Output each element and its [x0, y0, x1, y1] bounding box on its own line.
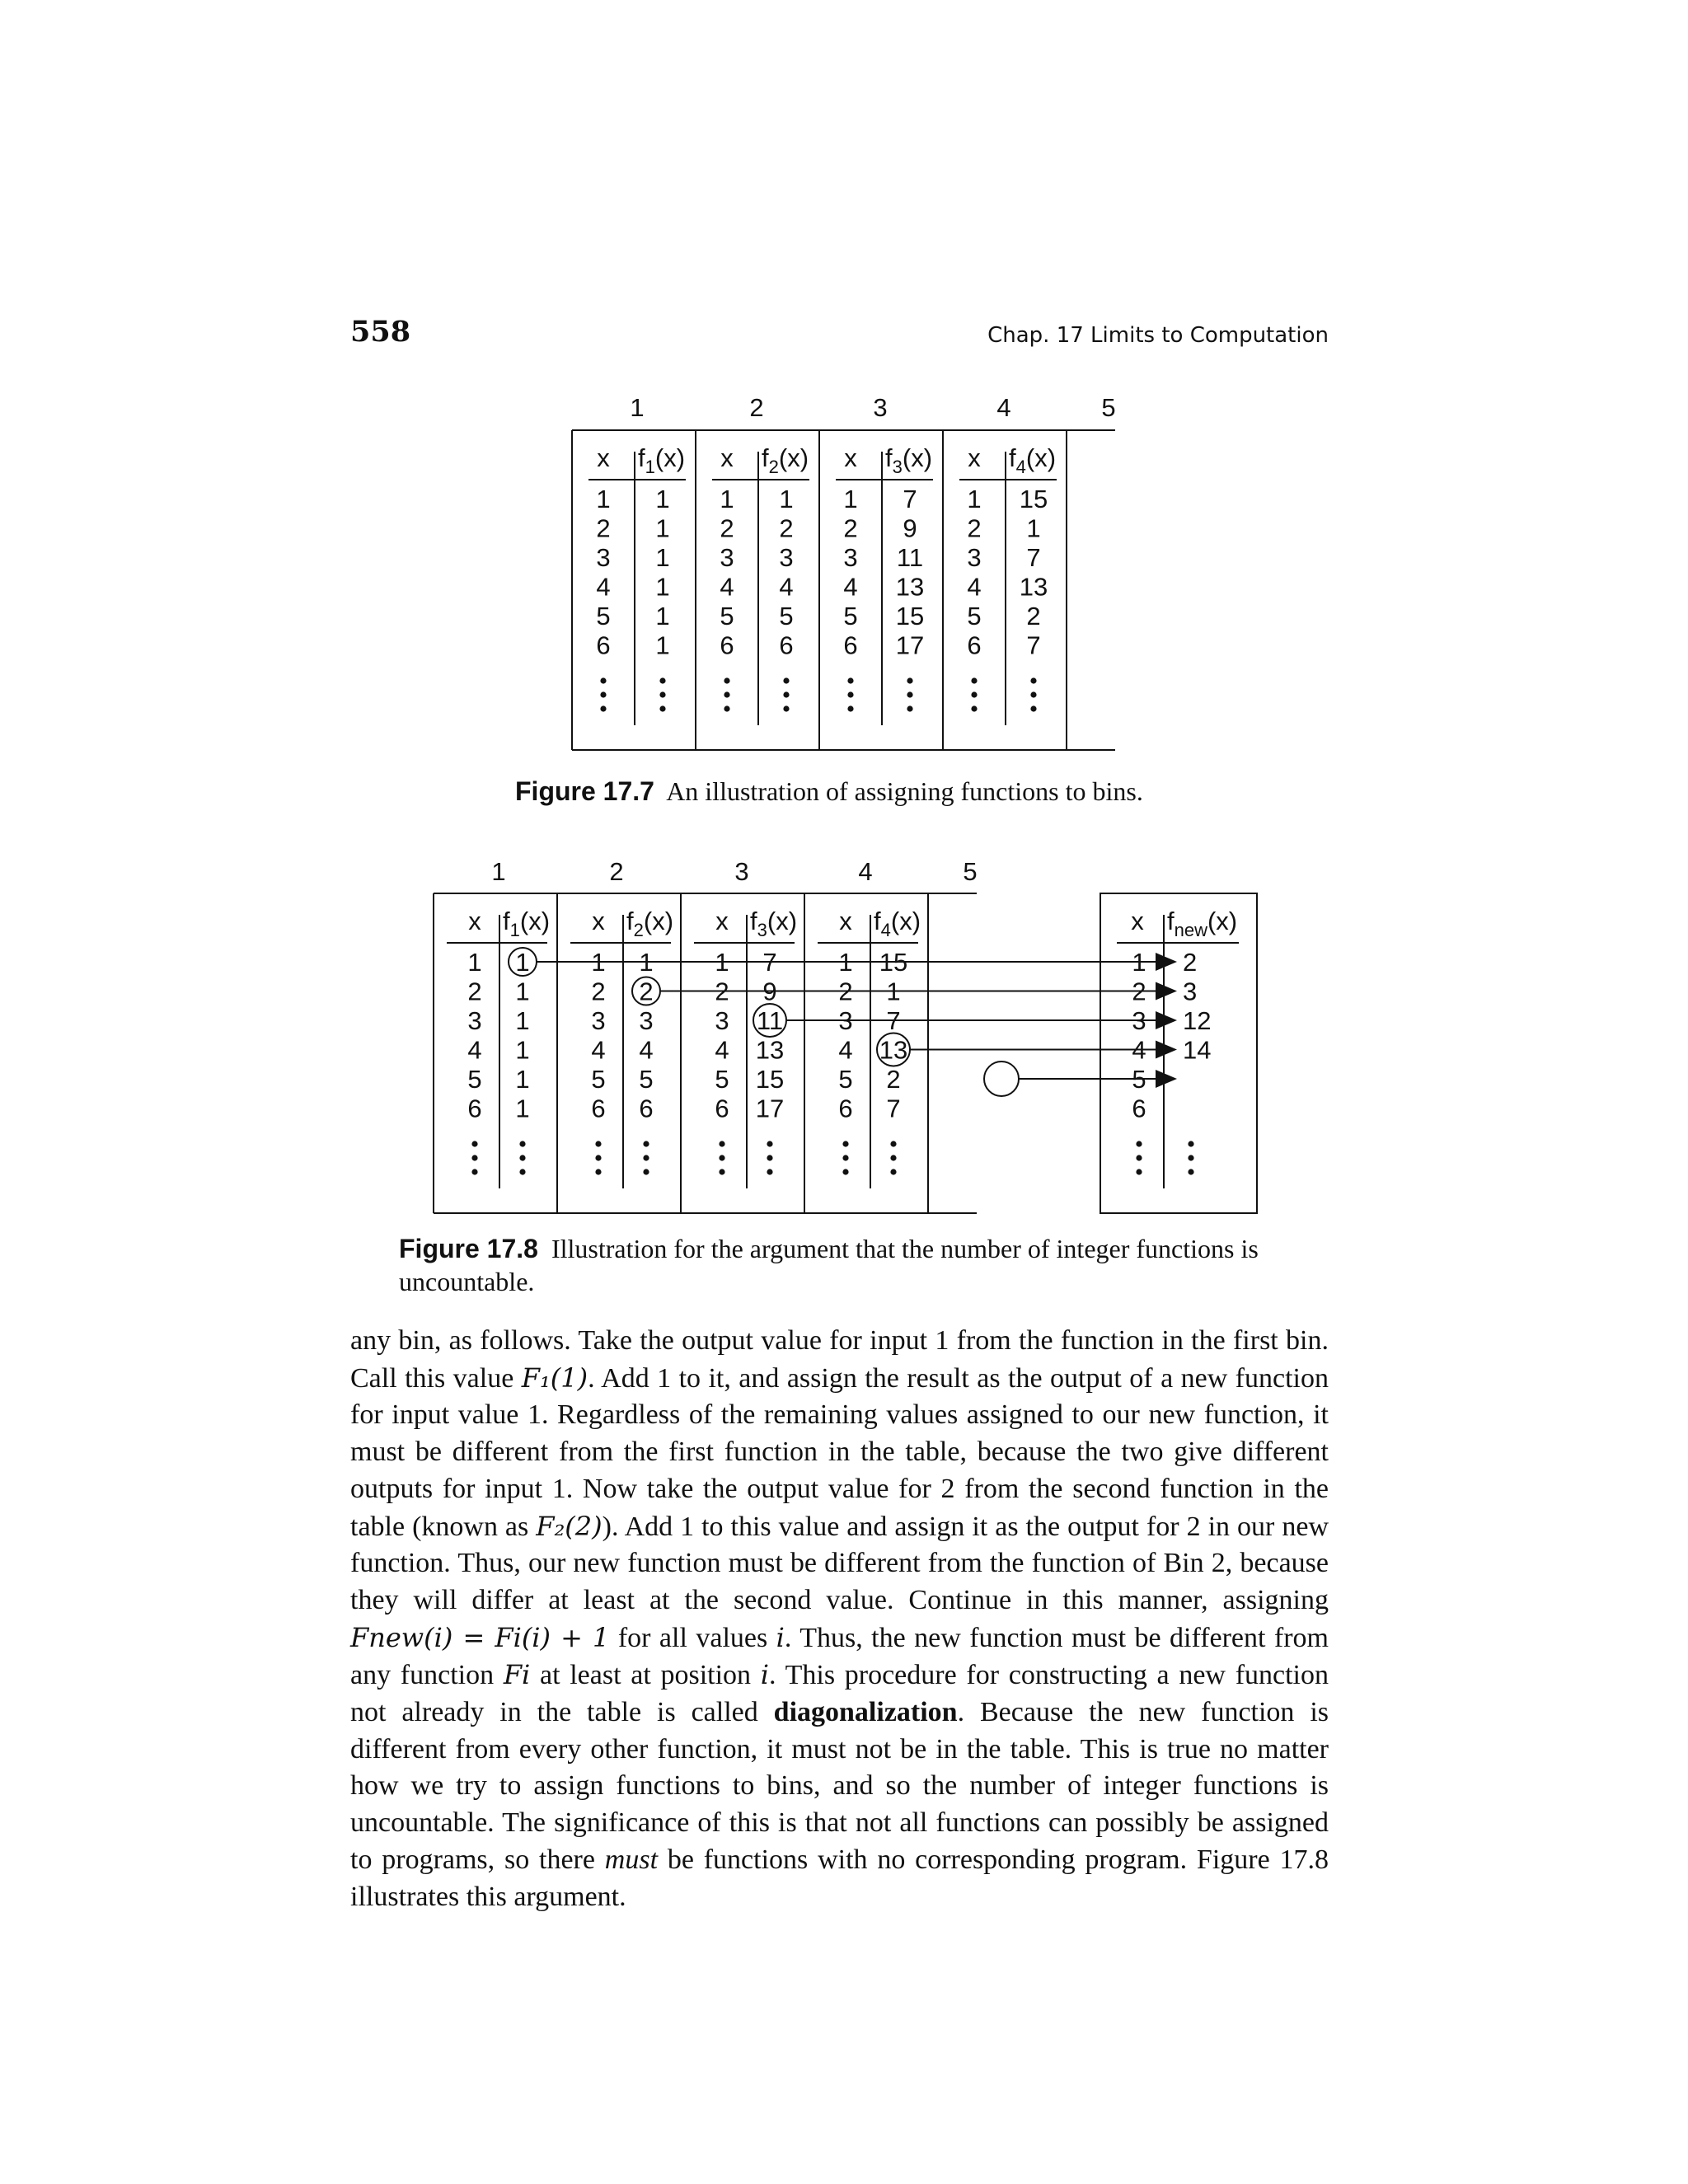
column-header-x: x [715, 907, 729, 935]
column-header-x: x [1131, 907, 1144, 935]
ellipsis-dots [471, 1169, 477, 1174]
cell-x: 1 [467, 948, 482, 977]
arrow-head [1156, 953, 1177, 971]
bin-label: 1 [491, 857, 506, 886]
cell-x: 4 [1132, 1035, 1146, 1065]
cell-x: 3 [720, 543, 734, 572]
cell-x: 3 [596, 543, 611, 572]
cell-y: 4 [639, 1035, 654, 1065]
cell-y: 2 [639, 977, 654, 1006]
cell-x: 2 [1132, 977, 1146, 1006]
page-number: 558 [350, 315, 411, 349]
cell-y: 11 [896, 543, 924, 572]
cell-x: 6 [1132, 1094, 1146, 1123]
column-header-f: $f_3(x)$ [885, 443, 933, 477]
column-header-f: $f_1(x)$ [503, 907, 551, 940]
cell-x: 5 [838, 1065, 853, 1094]
cell-x: 6 [843, 630, 858, 660]
ellipsis-dots [643, 1141, 649, 1146]
cell-x: 6 [596, 630, 611, 660]
cell-x: 6 [467, 1094, 482, 1123]
cell-y: 13 [755, 1035, 785, 1065]
cell-x: 1 [843, 485, 858, 513]
arrow-head [1156, 1011, 1177, 1029]
cell-x: 6 [967, 630, 982, 660]
ellipsis-dots [471, 1155, 477, 1160]
cell-x: 3 [838, 1006, 853, 1035]
fnew-box [1100, 893, 1257, 1213]
cell-y: 3 [639, 1006, 654, 1035]
cell-y: 1 [655, 485, 670, 513]
cell-x: 2 [843, 513, 858, 543]
cell-y: 6 [779, 630, 794, 660]
column-header-f: $f_4(x)$ [874, 907, 921, 940]
cell-y: 1 [655, 513, 670, 543]
cell-x: 1 [596, 485, 611, 513]
cell-y: 1 [886, 977, 901, 1006]
bin-label: 3 [734, 857, 749, 886]
cell-x: 2 [596, 513, 611, 543]
cell-y: 1 [515, 948, 530, 977]
column-header-f: $f_2(x)$ [762, 443, 809, 477]
cell-y: 1 [655, 572, 670, 602]
cell-y: 7 [886, 1006, 901, 1035]
cell-x: 3 [843, 543, 858, 572]
cell-y: 17 [755, 1094, 785, 1123]
cell-x: 4 [720, 572, 734, 602]
cell-y: 13 [895, 572, 925, 602]
cell-x: 2 [967, 513, 982, 543]
cell-x: 4 [838, 1035, 853, 1065]
cell-x: 4 [843, 572, 858, 602]
cell-y: 1 [779, 485, 794, 513]
bin-label: 4 [996, 393, 1011, 422]
bin-label: 5 [963, 857, 978, 886]
ellipsis-dots [1188, 1169, 1193, 1174]
cell-y: 15 [1019, 485, 1048, 513]
column-header-f: $f_4(x)$ [1009, 443, 1057, 477]
cell-y: 7 [1026, 630, 1041, 660]
cell-x: 4 [715, 1035, 729, 1065]
cell-y: 1 [515, 1094, 530, 1123]
cell-y: 1 [639, 948, 654, 977]
ellipsis-dots [595, 1141, 601, 1146]
ellipsis-dots [719, 1141, 724, 1146]
cell-y: 9 [762, 977, 777, 1006]
figure-label: Figure 17.7 [515, 776, 654, 806]
cell-x: 1 [967, 485, 982, 513]
cell-x: 5 [843, 602, 858, 630]
cell-x: 1 [591, 948, 606, 977]
cell-x: 3 [1132, 1006, 1146, 1035]
cell-x: 2 [467, 977, 482, 1006]
cell-x: 5 [715, 1065, 729, 1094]
ellipsis-dots [890, 1169, 896, 1174]
cell-y: 1 [515, 977, 530, 1006]
column-header-x: x [839, 907, 852, 935]
cell-x: 6 [838, 1094, 853, 1123]
cell-y: 1 [1026, 513, 1041, 543]
cell-x: 5 [720, 602, 734, 630]
cell-x: 2 [715, 977, 729, 1006]
column-header-f: $f_1(x)$ [638, 443, 686, 477]
cell-y: 1 [655, 602, 670, 630]
ellipsis-dots [1188, 1155, 1193, 1160]
column-header-x: x [592, 907, 605, 935]
cell-x: 6 [720, 630, 734, 660]
cell-x: 1 [715, 948, 729, 977]
cell-y: 1 [515, 1065, 530, 1094]
cell-y: 5 [779, 602, 794, 630]
arrow-head [1156, 982, 1177, 1001]
body-paragraph: any bin, as follows. Take the output value for input 1 from the function in the first bin. Call this value F₁(1). Add 1 to it, and assign the result as the output of a new function for input value 1. Regardless of the remaining values assigned to our new function, it must be different from the first function in the table, because the two give different outputs for input 1. Now take the output value for 2 from the second function in the table (known as F₂(2)). Add 1 to this value and assign it as the output for 2 in our new function. Thus, our new function must be different from the function of Bin 2, because they will differ at least at the second value. Continue in this manner, assigning Fnew(i) = Fi(i) + 1 for all values i. Thus, the new function must be different from any function Fi at least at position i. This procedure for constructing a new function not already in the table is called diagonalization. Because the new function is different from every other function, it must not be in the table. This is true no matter how we try to assign functions to bins, and so the number of integer functions is uncountable. The significance of this is that not all functions can possibly be assigned to programs, so there must be functions with no corresponding program. Figure 17.8 illustrates this argument. [350, 1325, 1329, 1912]
cell-x: 4 [596, 572, 611, 602]
arrow-head [1156, 1041, 1177, 1059]
figure-label: Figure 17.8 [399, 1234, 538, 1263]
chapter-header: Chap. 17 Limits to Computation [987, 323, 1329, 348]
cell-x: 1 [1132, 948, 1146, 977]
cell-x: 2 [838, 977, 853, 1006]
cell-y: 13 [879, 1035, 908, 1065]
cell-x: 5 [1132, 1065, 1146, 1094]
ellipsis-dots [1136, 1169, 1142, 1174]
cell-x: 4 [967, 572, 982, 602]
bin-label: 2 [749, 393, 764, 422]
ellipsis-dots [767, 1141, 772, 1146]
cell-y: 1 [515, 1035, 530, 1065]
ellipsis-dots [595, 1169, 601, 1174]
column-header-x: x [968, 443, 981, 472]
cell-y: 15 [755, 1065, 785, 1094]
ellipsis-dots [842, 1141, 848, 1146]
cell-y: 1 [655, 630, 670, 660]
column-header-x: x [468, 907, 481, 935]
ellipsis-dots [643, 1169, 649, 1174]
ellipsis-dots [719, 1155, 724, 1160]
term-diagonalization: diagonalization [773, 1697, 958, 1728]
cell-y: 7 [903, 485, 917, 513]
cell-y: 12 [1183, 1006, 1212, 1035]
arrow-head [1156, 1070, 1177, 1088]
ellipsis-dots [890, 1155, 896, 1160]
cell-y: 3 [1183, 977, 1198, 1006]
cell-y: 13 [1019, 572, 1048, 602]
ellipsis-dots [890, 1141, 896, 1146]
cell-y: 7 [886, 1094, 901, 1123]
ellipsis-dots [519, 1169, 525, 1174]
cell-y: 4 [779, 572, 794, 602]
cell-y: 15 [895, 602, 925, 630]
cell-y: 3 [779, 543, 794, 572]
ellipsis-dots [1136, 1141, 1142, 1146]
ellipsis-dots [595, 1155, 601, 1160]
figure-caption-text: An illustration of assigning functions to bins. [666, 776, 1143, 806]
column-header-x: x [597, 443, 610, 472]
cell-y: 9 [903, 513, 917, 543]
cell-y: 1 [655, 543, 670, 572]
figure-caption-text: Illustration for the argument that the number of integer functions is uncountable. [399, 1234, 1259, 1296]
column-header-f: $f_2(x)$ [626, 907, 674, 940]
cell-y: 2 [886, 1065, 901, 1094]
bin-label: 5 [1101, 393, 1116, 422]
ellipsis-dots [519, 1155, 525, 1160]
ellipsis-dots [643, 1155, 649, 1160]
cell-y: 14 [1183, 1035, 1212, 1065]
cell-x: 3 [715, 1006, 729, 1035]
ellipsis-dots [471, 1141, 477, 1146]
cell-y: 7 [1026, 543, 1041, 572]
figure-17-8-caption [399, 1232, 1314, 1298]
cell-x: 2 [720, 513, 734, 543]
cell-y: 2 [1183, 948, 1198, 977]
ellipsis-dots [1188, 1141, 1193, 1146]
ellipsis-dots [842, 1155, 848, 1160]
cell-x: 3 [467, 1006, 482, 1035]
cell-y: 2 [779, 513, 794, 543]
cell-x: 1 [838, 948, 853, 977]
ellipsis-dots [842, 1169, 848, 1174]
bin-label: 3 [873, 393, 888, 422]
cell-y: 1 [515, 1006, 530, 1035]
cell-x: 4 [467, 1035, 482, 1065]
cell-y: 2 [1026, 602, 1041, 630]
cell-x: 1 [720, 485, 734, 513]
cell-x: 4 [591, 1035, 606, 1065]
bin-label: 2 [609, 857, 624, 886]
ellipsis-dots [767, 1155, 772, 1160]
cell-y: 6 [639, 1094, 654, 1123]
column-header-f: $f_3(x)$ [750, 907, 798, 940]
cell-x: 6 [591, 1094, 606, 1123]
cell-y: 15 [879, 948, 908, 977]
ellipsis-dots [1136, 1155, 1142, 1160]
empty-bin-circle [984, 1062, 1019, 1096]
ellipsis-dots [519, 1141, 525, 1146]
column-header-fnew: $f_{new}(x)$ [1167, 907, 1238, 940]
bin-label: 1 [630, 393, 645, 422]
cell-y: 11 [756, 1006, 784, 1035]
cell-x: 3 [591, 1006, 606, 1035]
cell-y: 17 [895, 630, 925, 660]
cell-x: 5 [596, 602, 611, 630]
ellipsis-dots [719, 1169, 724, 1174]
column-header-x: x [720, 443, 734, 472]
ellipsis-dots [767, 1169, 772, 1174]
cell-x: 3 [967, 543, 982, 572]
cell-x: 6 [715, 1094, 729, 1123]
bin-label: 4 [858, 857, 873, 886]
column-header-x: x [844, 443, 857, 472]
cell-x: 5 [967, 602, 982, 630]
cell-x: 2 [591, 977, 606, 1006]
cell-x: 5 [591, 1065, 606, 1094]
cell-y: 7 [762, 948, 777, 977]
cell-y: 5 [639, 1065, 654, 1094]
cell-x: 5 [467, 1065, 482, 1094]
